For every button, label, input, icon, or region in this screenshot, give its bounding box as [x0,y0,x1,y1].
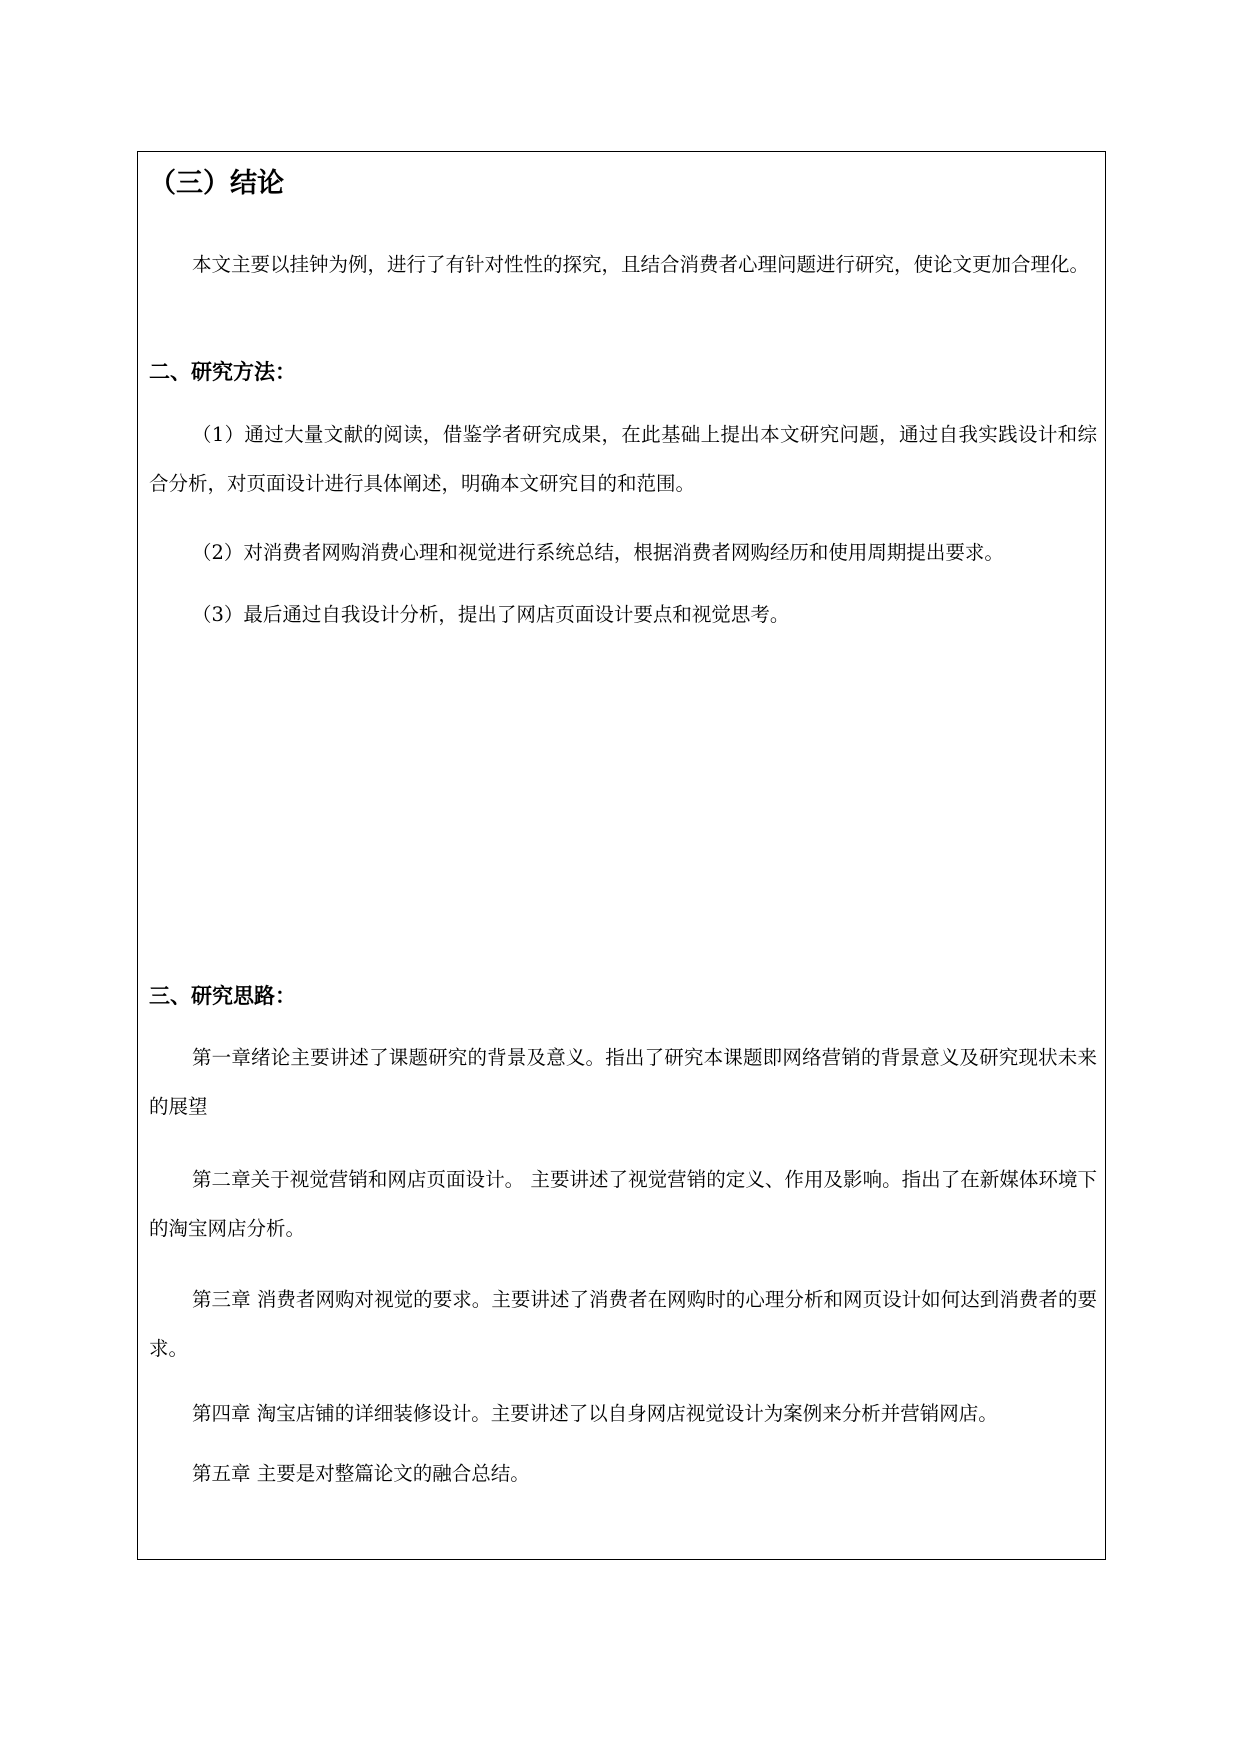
research-method-item: （2）对消费者网购消费心理和视觉进行系统总结，根据消费者网购经历和使用周期提出要求。 [192,541,1004,564]
chapter-summary: 第五章 主要是对整篇论文的融合总结。 [192,1462,530,1485]
chapter-summary: 第二章关于视觉营销和网店页面设计。 主要讲述了视觉营销的定义、作用及影响。指出了在新媒体环境下的淘宝网店分析。 [149,1168,1097,1240]
research-ideas-heading: 三、研究思路： [149,983,296,1008]
chapter-summary: 第四章 淘宝店铺的详细装修设计。主要讲述了以自身网店视觉设计为案例来分析并营销网店。 [192,1402,998,1425]
research-method-item: （3）最后通过自我设计分析，提出了网店页面设计要点和视觉思考。 [192,603,790,626]
conclusion-paragraph: 本文主要以挂钟为例，进行了有针对性性的探究，且结合消费者心理问题进行研究，使论文更加合理化。 [192,253,1090,276]
conclusion-heading: （三）结论 [149,168,284,199]
research-methods-heading: 二、研究方法： [149,359,296,384]
research-method-item: （1）通过大量文献的阅读，借鉴学者研究成果，在此基础上提出本文研究问题，通过自我实践设计和综合分析，对页面设计进行具体阐述，明确本文研究目的和范围。 [149,423,1097,495]
chapter-summary: 第一章绪论主要讲述了课题研究的背景及意义。指出了研究本课题即网络营销的背景意义及研究现状未来的展望 [149,1046,1097,1118]
chapter-summary: 第三章 消费者网购对视觉的要求。主要讲述了消费者在网购时的心理分析和网页设计如何达到消费者的要求。 [149,1288,1097,1360]
